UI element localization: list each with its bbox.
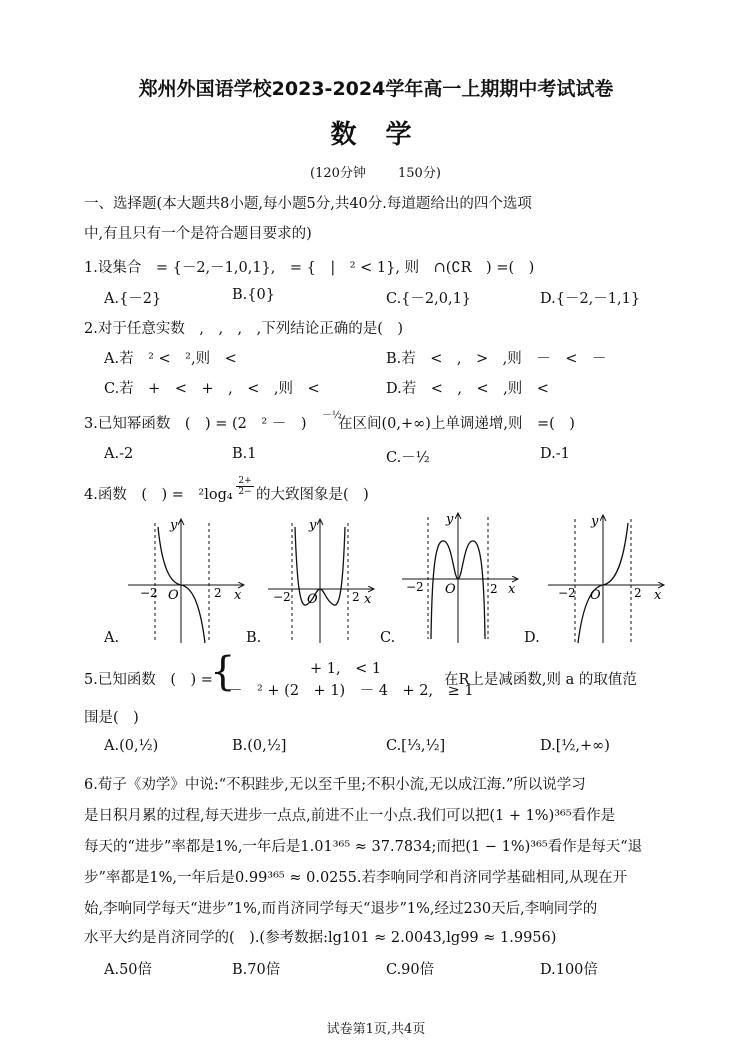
q4-option-d[interactable]: D. (524, 630, 540, 646)
graph-a-tick-2: 2 (214, 586, 222, 600)
q6-line-4: 步”率都是1%,一年后是0.99³⁶⁵ ≈ 0.0255.若李响同学和肖济同学基础相同,从现在开 (84, 870, 628, 886)
q4-stem-end: 的大致图象是( ) (256, 487, 369, 503)
graph-d-tick-2: 2 (634, 586, 642, 600)
q4-fraction-numerator: 2+ (236, 476, 254, 487)
page-footer: 试卷第1页,共4页 (326, 1022, 426, 1037)
q2-stem: 2.对于任意实数 , , , ,下列结论正确的是( ) (84, 321, 404, 337)
graph-a-tick-neg2: −2 (140, 586, 158, 600)
q1-option-b[interactable]: B.{0} (232, 287, 275, 303)
graph-d-tick-neg2: −2 (558, 586, 576, 600)
q1-stem: 1.设集合 = {－2,－1,0,1}, = { | ² < 1}, 则 ∩(∁R ) =( ) (84, 260, 535, 276)
q6-option-a[interactable]: A.50倍 (104, 962, 153, 978)
q2-option-b[interactable]: B.若 < , > ,则 － < － (386, 351, 607, 367)
graph-d[interactable] (548, 514, 664, 643)
exam-title: 郑州外国语学校2023-2024学年高一上期期中考试试卷 (138, 78, 614, 100)
q3-option-d[interactable]: D.-1 (540, 446, 570, 462)
exam-total-score: 150分) (398, 166, 441, 181)
graph-a-origin: O (168, 588, 179, 603)
q4-fraction (236, 476, 254, 497)
q5-case-2: － ² + (2 + 1) － 4 + 2, ≥ 1 (228, 683, 474, 699)
q3-option-a[interactable]: A.-2 (104, 446, 134, 462)
graph-a-y-label: y (170, 518, 178, 533)
q3-option-b[interactable]: B.1 (232, 446, 257, 462)
graph-b-tick-2: 2 (352, 590, 360, 604)
graph-b-tick-neg2: −2 (273, 590, 291, 604)
q2-option-c[interactable]: C.若 + < + , < ,则 < (104, 381, 320, 397)
q5-brace: { (210, 649, 236, 695)
q3-option-c[interactable]: C.－½ (386, 450, 430, 466)
graph-c-origin: O (445, 582, 456, 597)
q6-line-1: 6.荀子《劝学》中说:“不积跬步,无以至千里;不积小流,无以成江海.”所以说学习 (84, 777, 586, 793)
q5-option-c[interactable]: C.[⅓,½] (386, 738, 446, 754)
graph-c-tick-neg2: −2 (406, 580, 424, 594)
q6-line-3: 每天的“进步”率都是1%,一年后是1.01³⁶⁵ ≈ 37.7834;而把(1 − 1%)³⁶⁵看作是每天“退 (84, 839, 643, 855)
q5-option-a[interactable]: A.(0,½) (104, 738, 159, 754)
graph-c-tick-2: 2 (490, 582, 498, 596)
q4-option-a[interactable]: A. (104, 630, 120, 646)
graph-b-y-label: y (309, 518, 317, 533)
section-heading-line1: 一、选择题(本大题共8小题,每小题5分,共40分.每道题给出的四个选项 (84, 196, 532, 212)
q5-option-b[interactable]: B.(0,½] (232, 738, 287, 754)
graph-c[interactable] (402, 512, 518, 643)
graph-a[interactable] (128, 518, 244, 643)
q5-stem-cont: 围是( ) (84, 710, 139, 726)
q6-option-d[interactable]: D.100倍 (540, 962, 598, 978)
section-heading-line2: 中,有且只有一个是符合题目要求的) (84, 226, 312, 242)
graph-b-origin: O (307, 592, 318, 607)
graph-c-y-label: y (446, 512, 454, 527)
q5-option-d[interactable]: D.[½,+∞) (540, 738, 610, 754)
q6-line-6: 水平大约是肖济同学的( ).(参考数据:lg101 ≈ 2.0043,lg99 ≈ 1.9956) (84, 930, 557, 946)
q6-option-c[interactable]: C.90倍 (386, 962, 435, 978)
graph-b[interactable] (268, 518, 374, 643)
q4-option-b[interactable]: B. (246, 630, 262, 646)
q2-option-d[interactable]: D.若 < , < ,则 < (386, 381, 549, 397)
q6-line-2: 是日积月累的过程,每天进步一点点,前进不止一小点.我们可以把(1 + 1%)³⁶⁵看作是 (84, 808, 616, 824)
q6-line-5: 始,李响同学每天“进步”1%,而肖济同学每天“退步”1%,经过230天后,李响同学的 (84, 901, 598, 917)
q3-stem-end: 在区间(0,+∞)上单调递增,则 =( ) (338, 416, 575, 432)
graph-d-origin: O (590, 588, 601, 603)
graph-d-x-label: x (654, 588, 662, 603)
q5-case-1: + 1, < 1 (310, 661, 382, 677)
exam-duration: (120分钟 (310, 166, 366, 181)
q4-option-c[interactable]: C. (380, 630, 396, 646)
q5-stem-end: 在R上是减函数,则 a 的取值范 (444, 672, 637, 688)
q3-stem-start: 3.已知幂函数 ( ) = (2 ² － ) (84, 416, 307, 432)
q5-stem-start: 5.已知函数 ( ) = (84, 672, 213, 688)
graph-a-x-label: x (234, 588, 242, 603)
subject-title: 数 学 (330, 120, 422, 150)
graph-b-x-label: x (364, 592, 372, 607)
q3-exponent: －½ (322, 410, 342, 421)
q1-option-d[interactable]: D.{－2,－1,1} (540, 291, 641, 307)
graph-d-y-label: y (591, 514, 599, 529)
q6-option-b[interactable]: B.70倍 (232, 962, 281, 978)
q1-option-c[interactable]: C.{－2,0,1} (386, 291, 472, 307)
q4-fraction-denominator: 2− (238, 487, 252, 497)
graph-c-x-label: x (508, 582, 516, 597)
q2-option-a[interactable]: A.若 ² < ²,则 < (104, 351, 237, 367)
q4-stem-start: 4.函数 ( ) = ²log₄ (84, 487, 233, 503)
q1-option-a[interactable]: A.{－2} (104, 291, 162, 307)
